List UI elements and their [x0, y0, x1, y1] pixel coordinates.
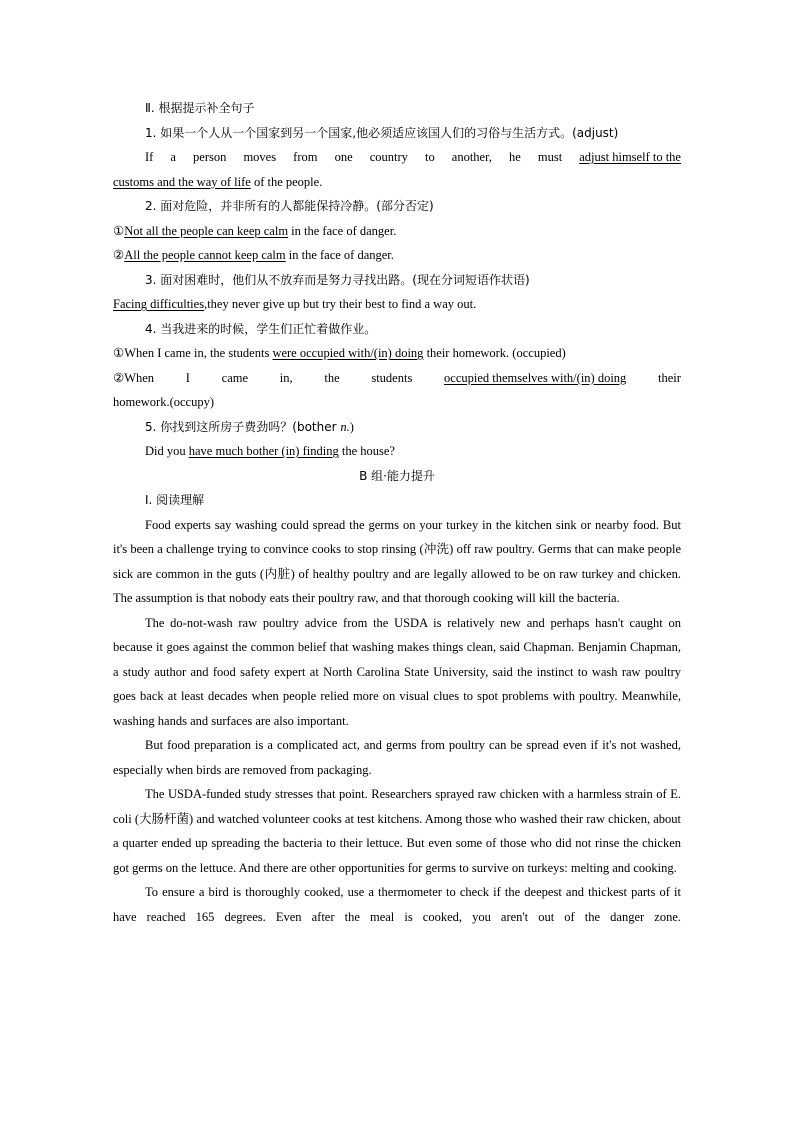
word: to: [424, 150, 435, 164]
answer-blank: adjust himself to the: [579, 150, 681, 164]
word: their: [658, 370, 681, 385]
word: the: [324, 370, 340, 385]
question-1-answer-line: [113, 145, 681, 170]
answer-blank: occupied themselves with/(in) doing: [444, 370, 627, 385]
question-4-prompt: 4. 当我进来的时候，学生们正忙着做作业。: [145, 321, 377, 336]
reading-paragraph: But food preparation is a complicated act, and germs from poultry can be spread even if it's not washed, especially when birds are removed from packaging.: [113, 738, 681, 777]
word: he: [508, 150, 521, 164]
question-3-answer: Facing difficulties,they never give up but try their best to find a way out.: [113, 297, 477, 311]
answer-blank: have much bother (in) finding: [188, 444, 339, 458]
reading-paragraph: To ensure a bird is thoroughly cooked, use a thermometer to check if the deepest and thickest parts of it have reached 165 degrees. Even after the meal is cooked, you aren't out of the danger zone.: [113, 885, 681, 924]
word: ②When: [113, 370, 155, 385]
reading-paragraph: Food experts say washing could spread the germs on your turkey in the kitchen sink or nearby food. But it's been a challenge trying to convince cooks to stop rinsing (冲洗) off raw poultry. Germs that can make people sick are common in the guts (内脏) of healthy poultry and are legally allowed to be on raw turkey and chicken. The assumption is that nobody eats their poultry raw, and that thorough cooking will kill the bacteria.: [113, 517, 681, 605]
question-4-answer-a: ①When I came in, the students were occupied with/(in) doing their homework. (occupied): [113, 346, 566, 360]
answer-blank: All the people cannot keep calm: [124, 248, 286, 262]
word: came: [221, 370, 249, 385]
answer-blank: were occupied with/(in) doing: [272, 346, 424, 360]
word: I: [185, 370, 190, 385]
word: person: [193, 150, 227, 164]
section-heading: Ⅱ. 根据提示补全句子: [145, 101, 255, 115]
reading-paragraph: The do-not-wash raw poultry advice from the USDA is relatively new and perhaps hasn't caught on because it goes against the common belief that washing makes things clean, said Chapman. Benjamin Chapman, a study author and food safety expert at North Carolina State University, said the instinct to wash raw poultry goes back at least decades when people relied more on visual clues to spot problems with poultry. Meanwhile, washing hands and surfaces are also important.: [113, 615, 681, 728]
word: moves: [243, 150, 277, 164]
reading-paragraph: The USDA-funded study stresses that point. Researchers sprayed raw chicken with a harmless strain of E. coli (大肠杆菌) and watched volunteer cooks at test kitchens. Among those who washed their raw chicken, about a quarter ended up spreading the bacteria to their lettuce. But even some of those who did not rinse the chicken got germs on the lettuce. And there are other opportunities for germs to survive on turkeys: melting and cooking.: [113, 787, 681, 875]
question-2-prompt: 2. 面对危险，并非所有的人都能保持冷静。(部分否定): [145, 199, 434, 213]
reading-heading: Ⅰ. 阅读理解: [145, 493, 205, 507]
word: students: [371, 370, 413, 385]
answer-blank: Facing difficulties: [113, 297, 205, 311]
question-4-answer-b-cont: homework.(occupy): [113, 395, 215, 409]
question-5-answer: Did you have much bother (in) finding the house?: [145, 444, 395, 458]
word: a: [170, 150, 176, 164]
question-2-answer-b: ②All the people cannot keep calm in the face of danger.: [113, 248, 394, 262]
word: in,: [279, 370, 293, 385]
worksheet-page: [113, 96, 681, 929]
question-1-answer-cont: customs and the way of life of the people.: [113, 174, 323, 189]
question-5-prompt: 5. 你找到这所房子费劲吗？(bother n.): [145, 419, 354, 434]
word: one: [334, 150, 353, 164]
word: If: [145, 150, 154, 164]
word: must: [537, 150, 563, 164]
question-4-answer-b: [113, 366, 681, 391]
answer-blank: customs and the way of life: [113, 174, 251, 189]
question-3-prompt: 3. 面对困难时，他们从不放弃而是努力寻找出路。(现在分词短语作状语): [145, 272, 530, 287]
question-1-prompt: 1. 如果一个人从一个国家到另一个国家,他必须适应该国人们的习俗与生活方式。(adjust): [145, 125, 619, 140]
question-2-answer-a: ①Not all the people can keep calm in the face of danger.: [113, 223, 397, 238]
word: from: [293, 150, 318, 164]
word: country: [369, 150, 408, 164]
answer-blank: Not all the people can keep calm: [124, 223, 289, 238]
word: another,: [451, 150, 492, 164]
group-b-title: B 组·能力提升: [359, 468, 435, 483]
